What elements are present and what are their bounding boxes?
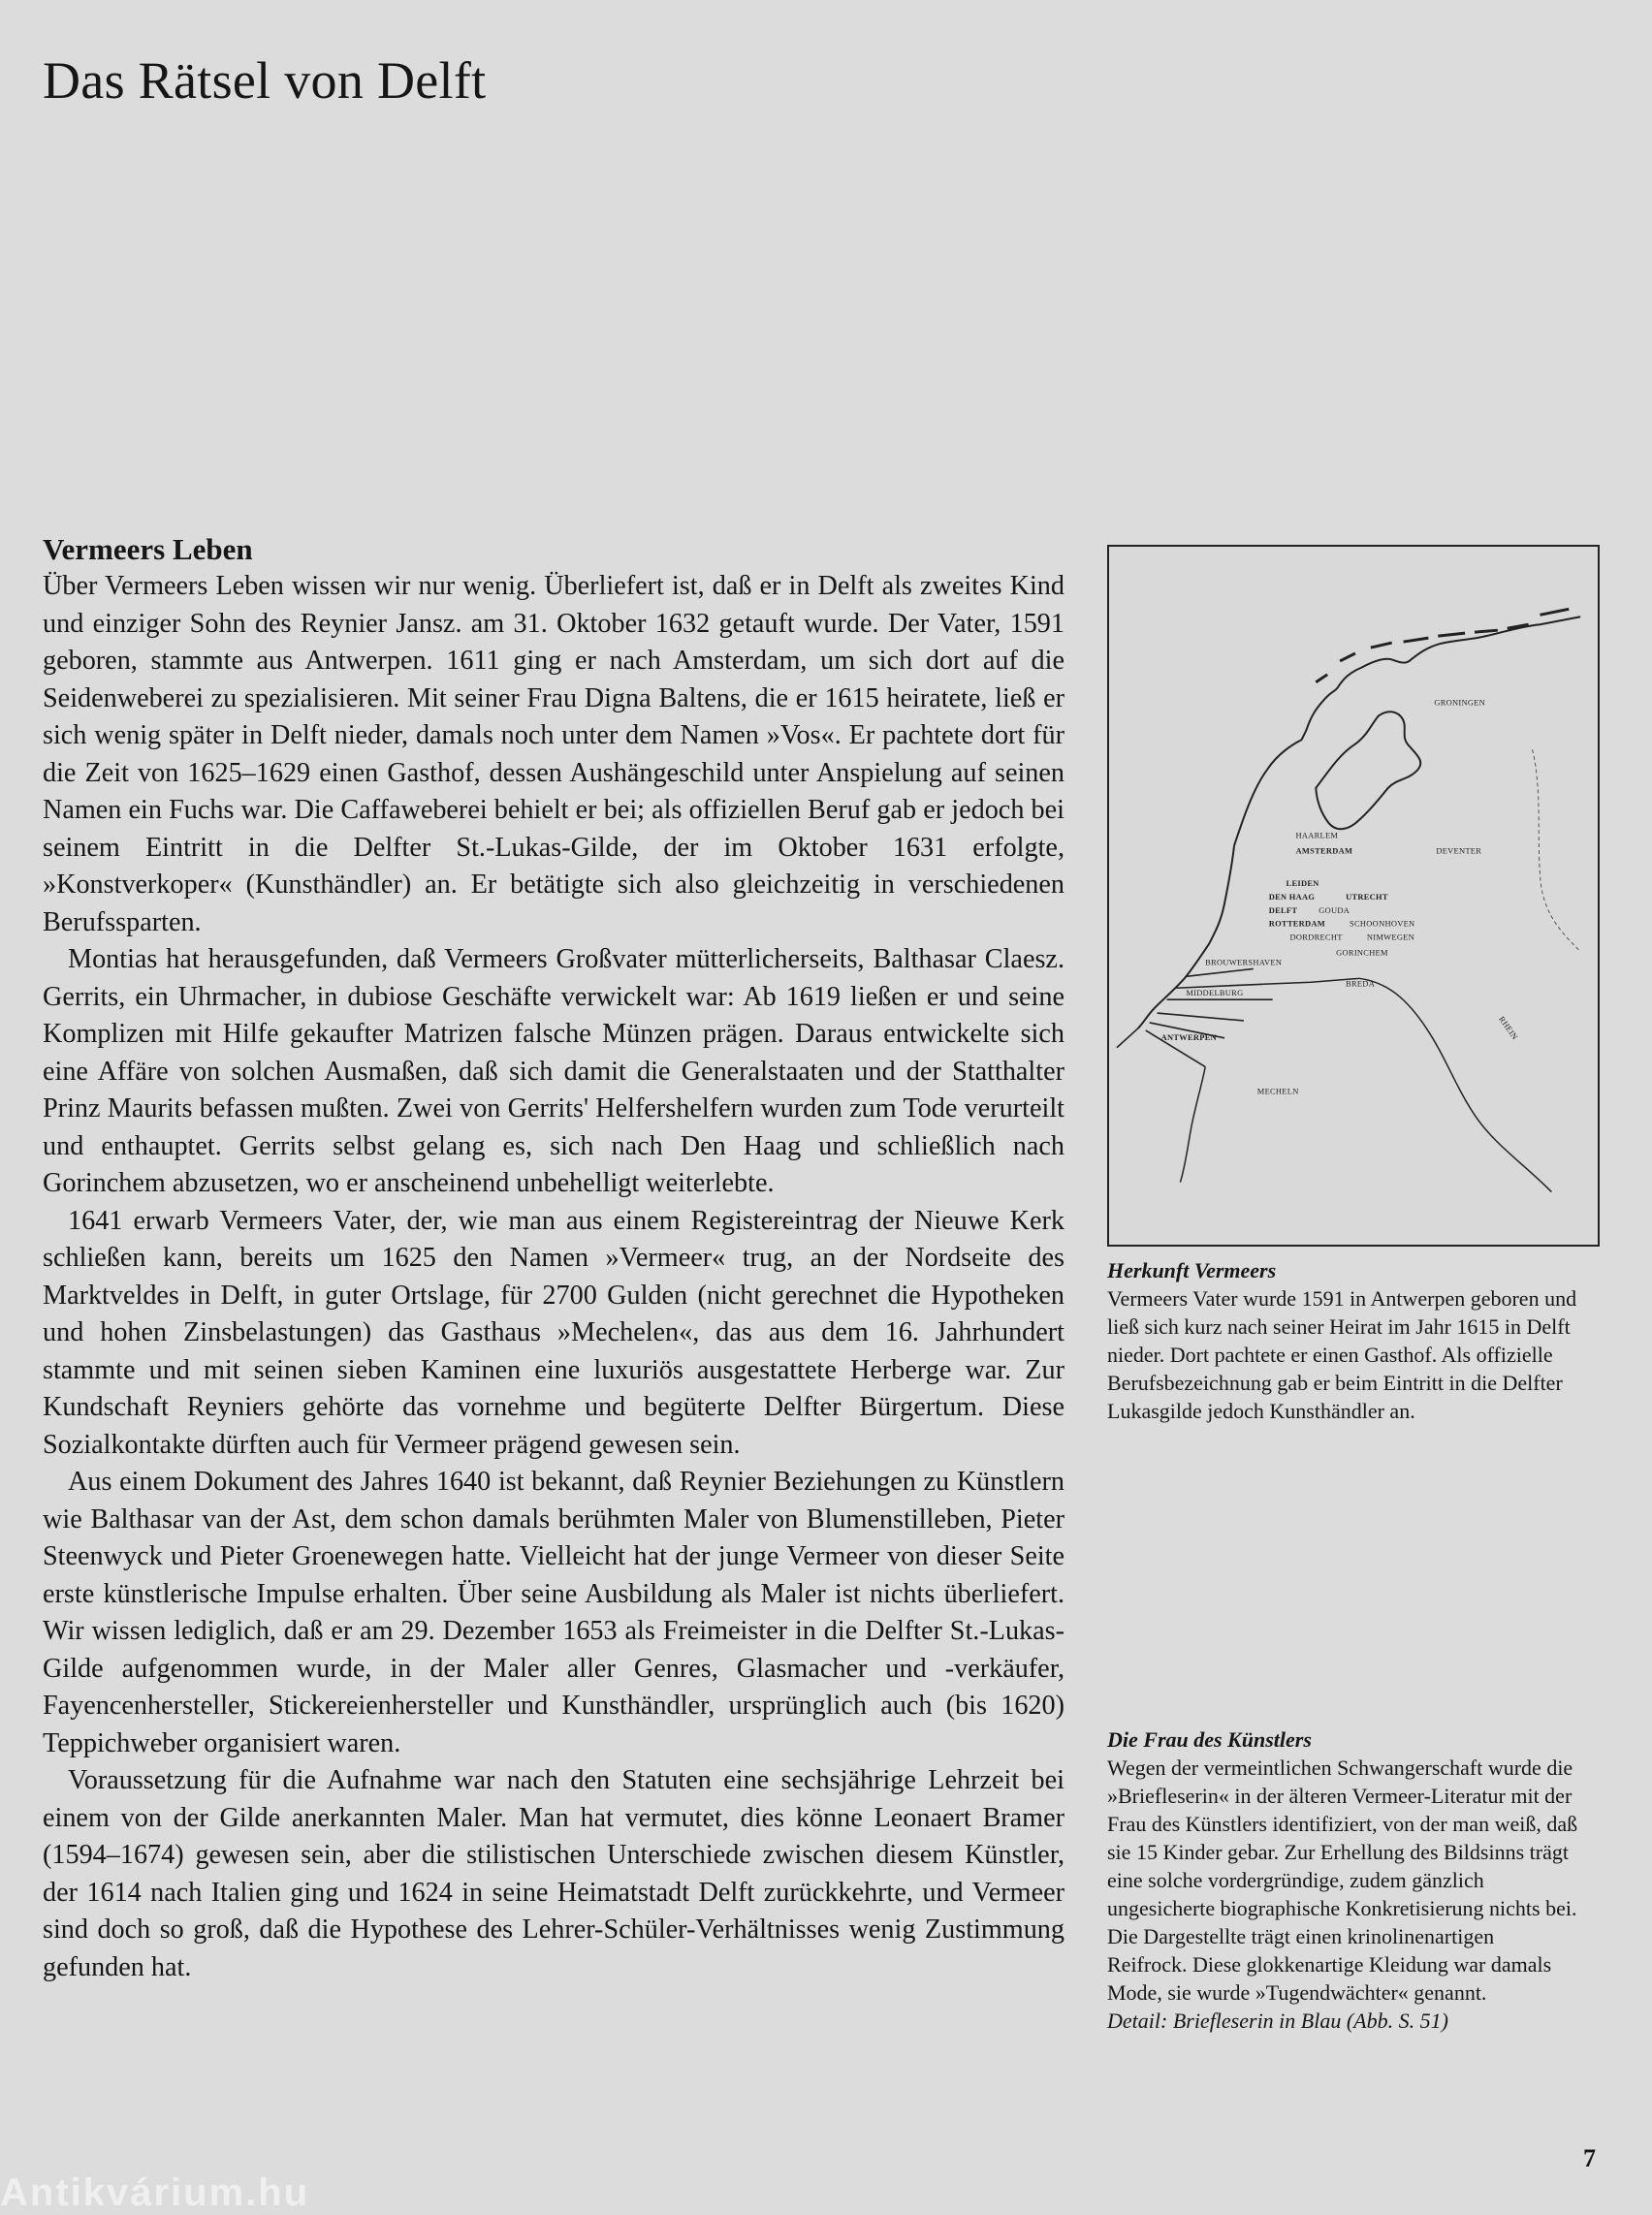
caption-title: Herkunft Vermeers — [1107, 1258, 1277, 1282]
map-scheldt — [1180, 1067, 1205, 1183]
map-label-middelburg: MIDDELBURG — [1186, 988, 1244, 998]
map-drawing — [1109, 547, 1598, 1245]
map-coastline — [1234, 617, 1580, 845]
map-label-groningen: GRONINGEN — [1434, 697, 1486, 708]
map-label-delft: DELFT — [1268, 904, 1298, 915]
map-zuiderzee — [1316, 712, 1420, 829]
map-label-amsterdam: AMSTERDAM — [1295, 845, 1353, 856]
main-text-column — [43, 531, 1064, 1986]
map-label-mecheln: MECHELN — [1256, 1086, 1299, 1096]
map-delta — [1117, 968, 1273, 1066]
paragraph-1: Über Vermeers Leben wissen wir nur wenig. Überliefert ist, daß er in Delft als zweites Kind und einziger Sohn des Reynier Jansz. am 31. Oktober 1632 getauft wurde. Der Vater, 1591 geboren, stammte aus Antwerpen. 1611 ging er nach Amsterdam, um sich dort auf die Seidenweberei zu spezialisieren. Mit seiner Frau Digna Baltens, die er 1615 heiratete, ließ er sich wenig später in Delft nieder, damals noch unter dem Namen »Vos«. Er pachtete dort für die Zeit von 1625–1629 einen Gasthof, dessen Aushängeschild unter Anspielung auf seinen Namen ein Fuchs war. Die Caffaweberei behielt er bei; als offiziellen Beruf gab er jedoch bei seinem Eintritt in die Delfter St.-Lukas-Gilde, der im Oktober 1631 erfolgte, »Konstverkoper« (Kunsthändler) an. Er betätigte sich also gleichzeitig in verschiedenen Berufssparten. — [43, 571, 1064, 937]
map-holland-coast — [1138, 845, 1234, 1028]
caption-text: Wegen der vermeintlichen Schwangerschaft wurde die »Briefleserin« in der älteren Vermeer-Literatur mit der Frau des Künstlers identifiziert, von der man weiß, daß sie 15 Kinder gebar. Zur Erhellung des Bildsinns trägt eine solche vordergründige, zudem gänzlich ungesicherte biographische Konkretisierung nichts bei. Die Dargestellte trägt einen krinolinenartigen Reifrock. Diese glokkenartige Kleidung war damals Mode, sie wurde »Tugendwächter« genannt. — [1107, 1756, 1578, 2005]
map-label-den-haag: DEN HAAG — [1268, 891, 1316, 902]
map-label-haarlem: HAARLEM — [1295, 830, 1339, 840]
map-label-rhein: RHEIN — [1497, 1014, 1520, 1042]
map-label-brouwershaven: BROUWERSHAVEN — [1205, 957, 1283, 967]
paragraph-5: Voraussetzung für die Aufnahme war nach den Statuten eine sechsjährige Lehrzeit bei einem von der Gilde anerkannten Maler. Man hat vermutet, dies könne Leonaert Bramer (1594–1674) gewesen sein, aber die stilistischen Unterschiede zwischen diesem Künstler, der 1614 nach Italien ging und 1624 in seine Heimatstadt Delft zurückkehrte, und Vermeer sind doch so groß, daß die Hypothese des Lehrer-Schüler-Verhältnisses wenig Zustimmung gefunden hat. — [43, 1765, 1064, 1982]
caption-text: Vermeers Vater wurde 1591 in Antwerpen geboren und ließ sich kurz nach seiner Heirat im Jahr 1615 in Delft nieder. Dort pachtete er einen Gasthof. Als offizielle Berufsbezeichnung gab er beim Eintritt in die Delfter Lukasgilde jedoch Kunsthändler an. — [1107, 1286, 1577, 1423]
caption-title: Die Frau des Künstlers — [1107, 1727, 1312, 1752]
map-label-schoonhoven: SCHOONHOVEN — [1350, 918, 1415, 929]
page-number: 7 — [1583, 2144, 1596, 2172]
map-label-dordrecht: DORDRECHT — [1289, 932, 1343, 942]
paragraph-2: Montias hat herausgefunden, daß Vermeers Großvater mütterlicherseits, Balthasar Claesz. Gerrits, ein Uhrmacher, in dubiose Geschäfte verwickelt war: Ab 1619 ließen er und seine Komplizen mit Hilfe gekaufter Matrizen falsche Münzen prägen. Daraus entwickelte sich eine Affäre von solchen Ausmaßen, daß sich damit die Generalstaaten und der Statthalter Prinz Maurits befassen mußten. Zwei von Gerrits' Helfershelfern wurden zum Tode verurteilt und enthauptet. Gerrits selbst gelang es, sich nach Den Haag und schließlich nach Gorinchem abzusetzen, wo er anscheinend unbehelligt weiterlebte. — [43, 944, 1064, 1198]
section-heading: Vermeers Leben — [43, 532, 253, 566]
map-label-utrecht: UTRECHT — [1346, 891, 1388, 902]
map-label-rotterdam: ROTTERDAM — [1268, 918, 1326, 929]
map-label-leiden: LEIDEN — [1286, 878, 1319, 889]
map-label-nimwegen: NIMWEGEN — [1366, 932, 1415, 942]
caption-detail: Detail: Briefleserin in Blau (Abb. S. 51) — [1107, 2009, 1448, 2033]
netherlands-map — [1107, 545, 1600, 1247]
watermark: Antikvárium.hu — [0, 2171, 310, 2214]
map-label-breda: BREDA — [1346, 978, 1376, 989]
map-label-antwerpen: ANTWERPEN — [1160, 1031, 1218, 1042]
map-label-gorinchem: GORINCHEM — [1336, 947, 1388, 958]
artwork-caption — [1107, 1725, 1578, 2035]
page-title: Das Rätsel von Delft — [43, 51, 487, 110]
paragraph-4: Aus einem Dokument des Jahres 1640 ist bekannt, daß Reynier Beziehungen zu Künstlern wie Balthasar van der Ast, dem schon damals berühmten Maler von Blumenstilleben, Pieter Steenwyck und Pieter Groenewegen hatte. Vielleicht hat der junge Vermeer von dieser Seite erste künstlerische Impulse erhalten. Über seine Ausbildung als Maler ist nichts überliefert. Wir wissen lediglich, daß er am 29. Dezember 1653 als Freimeister in die Delfter St.-Lukas-Gilde aufgenommen wurde, in der Maler aller Genres, Glasmacher und -verkäufer, Fayencenhersteller, Stickereienhersteller und Kunsthändler, ursprünglich auch (bis 1620) Teppichweber organisiert waren. — [43, 1467, 1064, 1758]
paragraph-3: 1641 erwarb Vermeers Vater, der, wie man aus einem Registereintrag der Nieuwe Kerk schließen kann, bereits um 1625 den Namen »Vermeer« trug, an der Nordseite des Marktveldes in Delft, in guter Ortslage, für 2700 Gulden (nicht gerechnet die Hypotheken und hohen Zinsbelastungen) das Gasthaus »Mechelen«, das aus dem 16. Jahrhundert stammte und mit seinen sieben Kaminen eine luxuriös ausgestattete Herberge war. Zur Kundschaft Reyniers gehörte das vornehme und begüterte Delfter Bürgertum. Diese Sozialkontakte dürften auch für Vermeer prägend gewesen sein. — [43, 1205, 1064, 1460]
map-label-deventer: DEVENTER — [1436, 845, 1482, 856]
map-rhine — [1263, 978, 1552, 1191]
map-border — [1533, 749, 1581, 951]
map-label-gouda: GOUDA — [1318, 904, 1350, 915]
map-caption — [1107, 1256, 1578, 1425]
